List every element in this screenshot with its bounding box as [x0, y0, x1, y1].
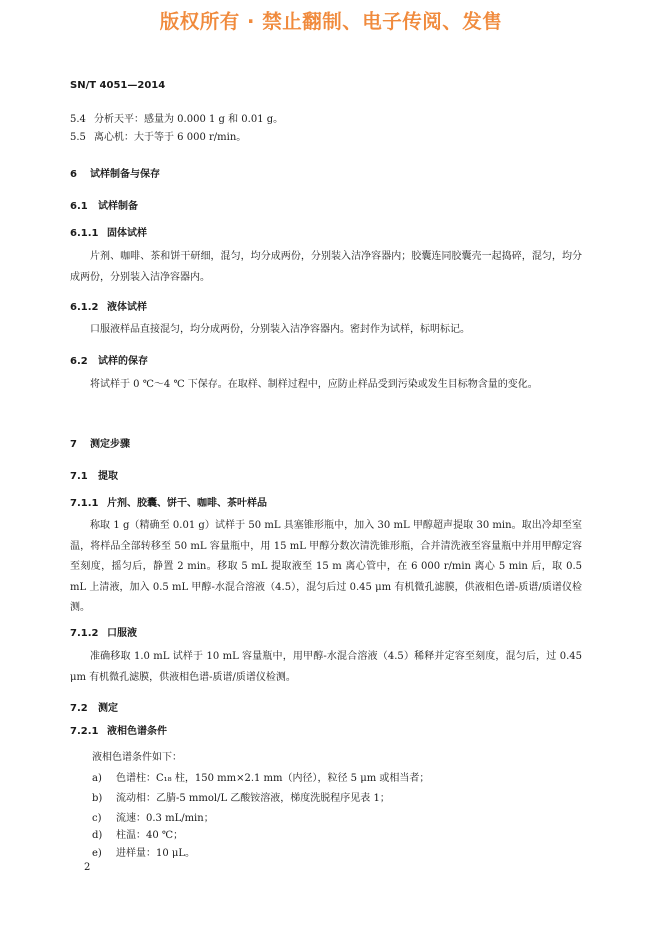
section-6-1-1-heading	[70, 224, 147, 239]
section-number: 7.1.1	[70, 498, 99, 509]
section-title: 测定	[98, 703, 118, 714]
section-title: 试样的保存	[98, 356, 148, 367]
section-7-1-heading	[70, 467, 118, 482]
list-marker: b)	[92, 793, 103, 804]
section-6-2-heading	[70, 352, 148, 367]
section-number: 6.1.2	[70, 302, 99, 313]
section-number: 7.2.1	[70, 726, 99, 737]
list-item-text: 柱温：40 ℃；	[116, 830, 184, 841]
list-item	[92, 844, 195, 859]
section-title: 试样制备	[98, 201, 138, 212]
section-6-1-heading	[70, 197, 138, 212]
section-title: 口服液	[107, 628, 137, 639]
section-6-1-2-heading	[70, 298, 147, 313]
list-marker: c)	[92, 813, 102, 824]
section-7-heading	[70, 435, 130, 450]
list-marker: a)	[92, 773, 102, 784]
list-item	[92, 826, 183, 841]
conditions-intro: 液相色谱条件如下：	[92, 752, 182, 763]
list-item	[92, 769, 429, 784]
list-item-text: 色谱柱：C₁₈ 柱，150 mm×2.1 mm（内径），粒径 5 μm 或相当者；	[116, 773, 430, 784]
paragraph-7-1-2: 准确移取 1.0 mL 试样于 10 mL 容量瓶中，用甲醇-水混合溶液（4.5）稀释并定容至刻度，混匀后，过 0.45 μm 有机微孔滤膜，供液相色谱-质谱/质谱仪检测。	[70, 651, 582, 683]
section-6-heading	[70, 165, 160, 180]
list-item-text: 流动相：乙腈-5 mmol/L 乙酸铵溶液，梯度洗脱程序见表 1；	[116, 793, 390, 804]
section-title: 提取	[98, 471, 118, 482]
clause-text: 分析天平：感量为 0.000 1 g 和 0.01 g。	[94, 114, 284, 125]
list-item	[92, 809, 214, 824]
section-number: 7.1	[70, 471, 88, 482]
section-title: 测定步骤	[90, 439, 130, 450]
section-title: 试样制备与保存	[90, 169, 160, 180]
clause-5-5	[70, 128, 246, 143]
section-number: 7.1.2	[70, 628, 99, 639]
list-item-text: 进样量：10 μL。	[116, 848, 196, 859]
copyright-watermark: 版权所有 · 禁止翻制、电子传阅、发售	[159, 10, 503, 33]
section-title: 液体试样	[107, 302, 147, 313]
clause-text: 离心机：大于等于 6 000 r/min。	[94, 132, 247, 143]
section-number: 7	[70, 439, 77, 450]
page-number: 2	[84, 862, 91, 873]
standard-code: SN/T 4051—2014	[70, 80, 166, 91]
section-number: 6	[70, 169, 77, 180]
section-title: 固体试样	[107, 228, 147, 239]
list-marker: e)	[92, 848, 102, 859]
list-item-text: 流速：0.3 mL/min；	[116, 813, 214, 824]
section-7-2-heading	[70, 699, 118, 714]
clause-number: 5.5	[70, 132, 86, 143]
section-title: 片剂、胶囊、饼干、咖啡、茶叶样品	[107, 498, 267, 509]
section-7-1-1-heading	[70, 494, 267, 509]
paragraph-6-1-1: 片剂、咖啡、茶和饼干研细，混匀，均分成两份，分别装入洁净容器内；胶囊连同胶囊壳一起捣碎，混匀，均分成两份，分别装入洁净容器内。	[70, 251, 582, 283]
section-number: 6.2	[70, 356, 88, 367]
section-7-2-1-heading	[70, 722, 167, 737]
section-number: 7.2	[70, 703, 88, 714]
list-item	[92, 789, 390, 804]
section-number: 6.1.1	[70, 228, 99, 239]
section-7-1-2-heading	[70, 624, 137, 639]
section-number: 6.1	[70, 201, 88, 212]
paragraph-6-2: 将试样于 0 ℃～4 ℃ 下保存。在取样、制样过程中，应防止样品受到污染或发生目标物含量的变化。	[90, 379, 538, 390]
section-title: 液相色谱条件	[107, 726, 167, 737]
paragraph-7-1-1: 称取 1 g（精确至 0.01 g）试样于 50 mL 具塞锥形瓶中，加入 30 mL 甲醇超声提取 30 min。取出冷却至室温，将样品全部转移至 50 mL 容量瓶中，用 15 mL 甲醇分数次清洗锥形瓶，合并清洗液至容量瓶中并用甲醇定容至刻度，摇匀后，静置 2 min。移取 5 mL 提取液至 15 m 离心管中，在 6 000 r/min 离心 5 min 后，取 0.5 mL 上清液，加入 0.5 mL 甲醇-水混合溶液（4.5），混匀后过 0.45 μm 有机微孔滤膜，供液相色谱-质谱/质谱仪检测。	[70, 520, 582, 613]
clause-5-4	[70, 110, 283, 125]
paragraph-6-1-2: 口服液样品直接混匀，均分成两份，分别装入洁净容器内。密封作为试样，标明标记。	[90, 324, 470, 335]
list-marker: d)	[92, 830, 103, 841]
clause-number: 5.4	[70, 114, 86, 125]
